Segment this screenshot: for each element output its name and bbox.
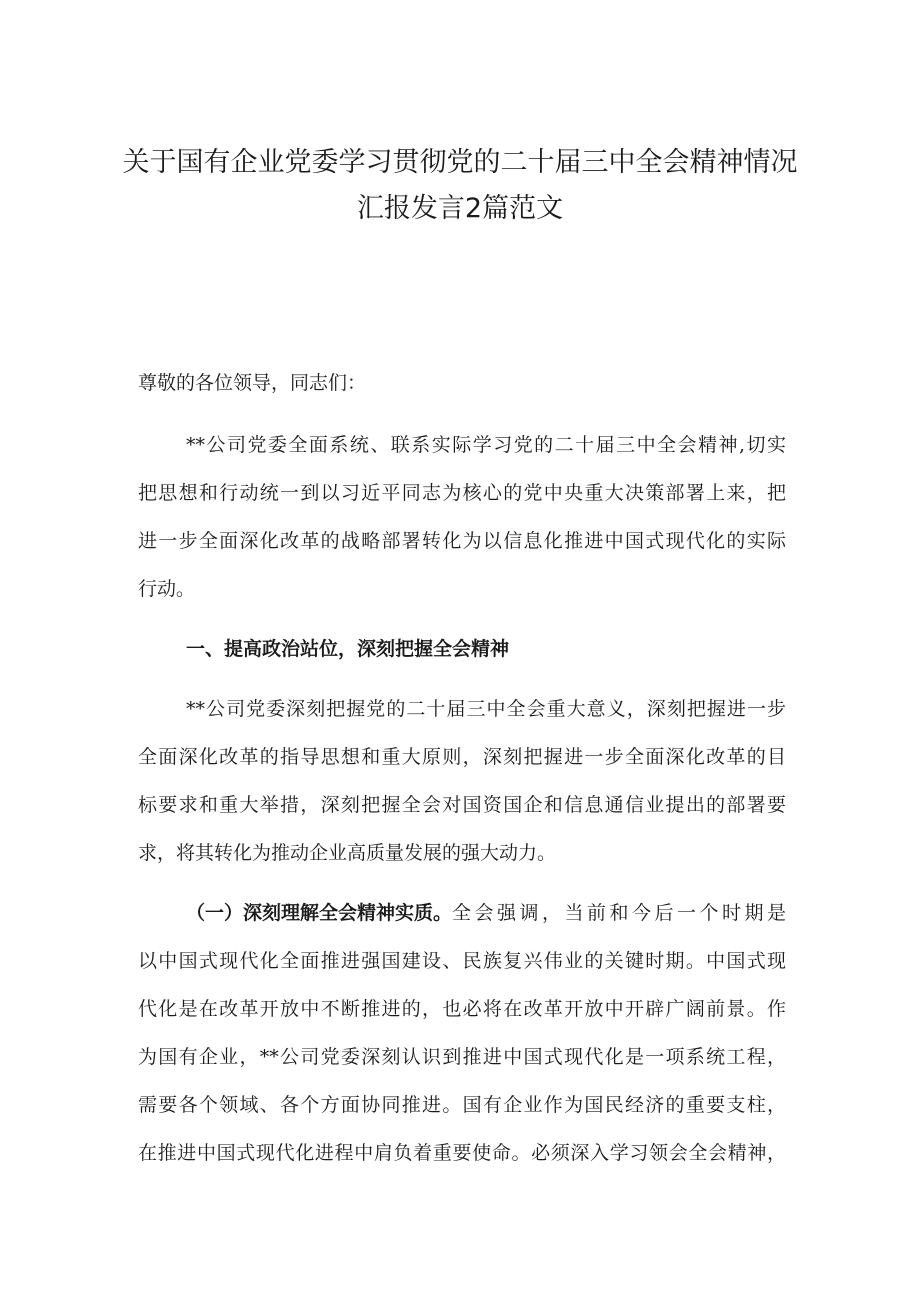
subsection-1-heading: （一）深刻理解全会精神实质。 bbox=[186, 902, 453, 924]
salutation: 尊敬的各位领导，同志们： bbox=[138, 372, 367, 394]
subsection-1-line-6: 在推进中国式现代化进程中肩负着重要使命。必须深入学习领会全会精神， bbox=[138, 1142, 786, 1164]
intro-line-2: 把思想和行动统一到以习近平同志为核心的党中央重大决策部署上来，把 bbox=[138, 482, 786, 504]
subsection-1-line-4: 为国有企业，**公司党委深刻认识到推进中国式现代化是一项系统工程， bbox=[138, 1046, 786, 1068]
intro-line-3: 进一步全面深化改革的战略部署转化为以信息化推进中国式现代化的实际 bbox=[138, 530, 786, 552]
subsection-1-first-line-rest: 全会强调，当前和今后一个时期是 bbox=[452, 902, 786, 924]
document-title-line-2: 汇报发言2篇范文 bbox=[356, 193, 564, 224]
section-1-heading: 一、提高政治站位，深刻把握全会精神 bbox=[186, 638, 510, 660]
section-1-line-4: 求，将其转化为推动企业高质量发展的强大动力。 bbox=[138, 842, 557, 864]
section-1-line-1: **公司党委深刻把握党的二十届三中全会重大意义，深刻把握进一步 bbox=[186, 698, 786, 720]
subsection-1-line-3: 代化是在改革开放中不断推进的，也必将在改革开放中开辟广阔前景。作 bbox=[138, 998, 786, 1020]
subsection-1-line-2: 以中国式现代化全面推进强国建设、民族复兴伟业的关键时期。中国式现 bbox=[138, 950, 786, 972]
section-1-line-2: 全面深化改革的指导思想和重大原则，深刻把握进一步全面深化改革的目 bbox=[138, 746, 786, 768]
subsection-1-line-5: 需要各个领域、各个方面协同推进。国有企业作为国民经济的重要支柱， bbox=[138, 1094, 786, 1116]
intro-line-1: **公司党委全面系统、联系实际学习党的二十届三中全会精神,切实 bbox=[186, 434, 786, 456]
subsection-1-first-line bbox=[186, 900, 786, 926]
section-1-line-3: 标要求和重大举措，深刻把握全会对国资国企和信息通信业提出的部署要 bbox=[138, 794, 786, 816]
document-title-line-1: 关于国有企业党委学习贯彻党的二十届三中全会精神情况 bbox=[122, 147, 798, 178]
intro-line-4: 行动。 bbox=[138, 578, 196, 600]
